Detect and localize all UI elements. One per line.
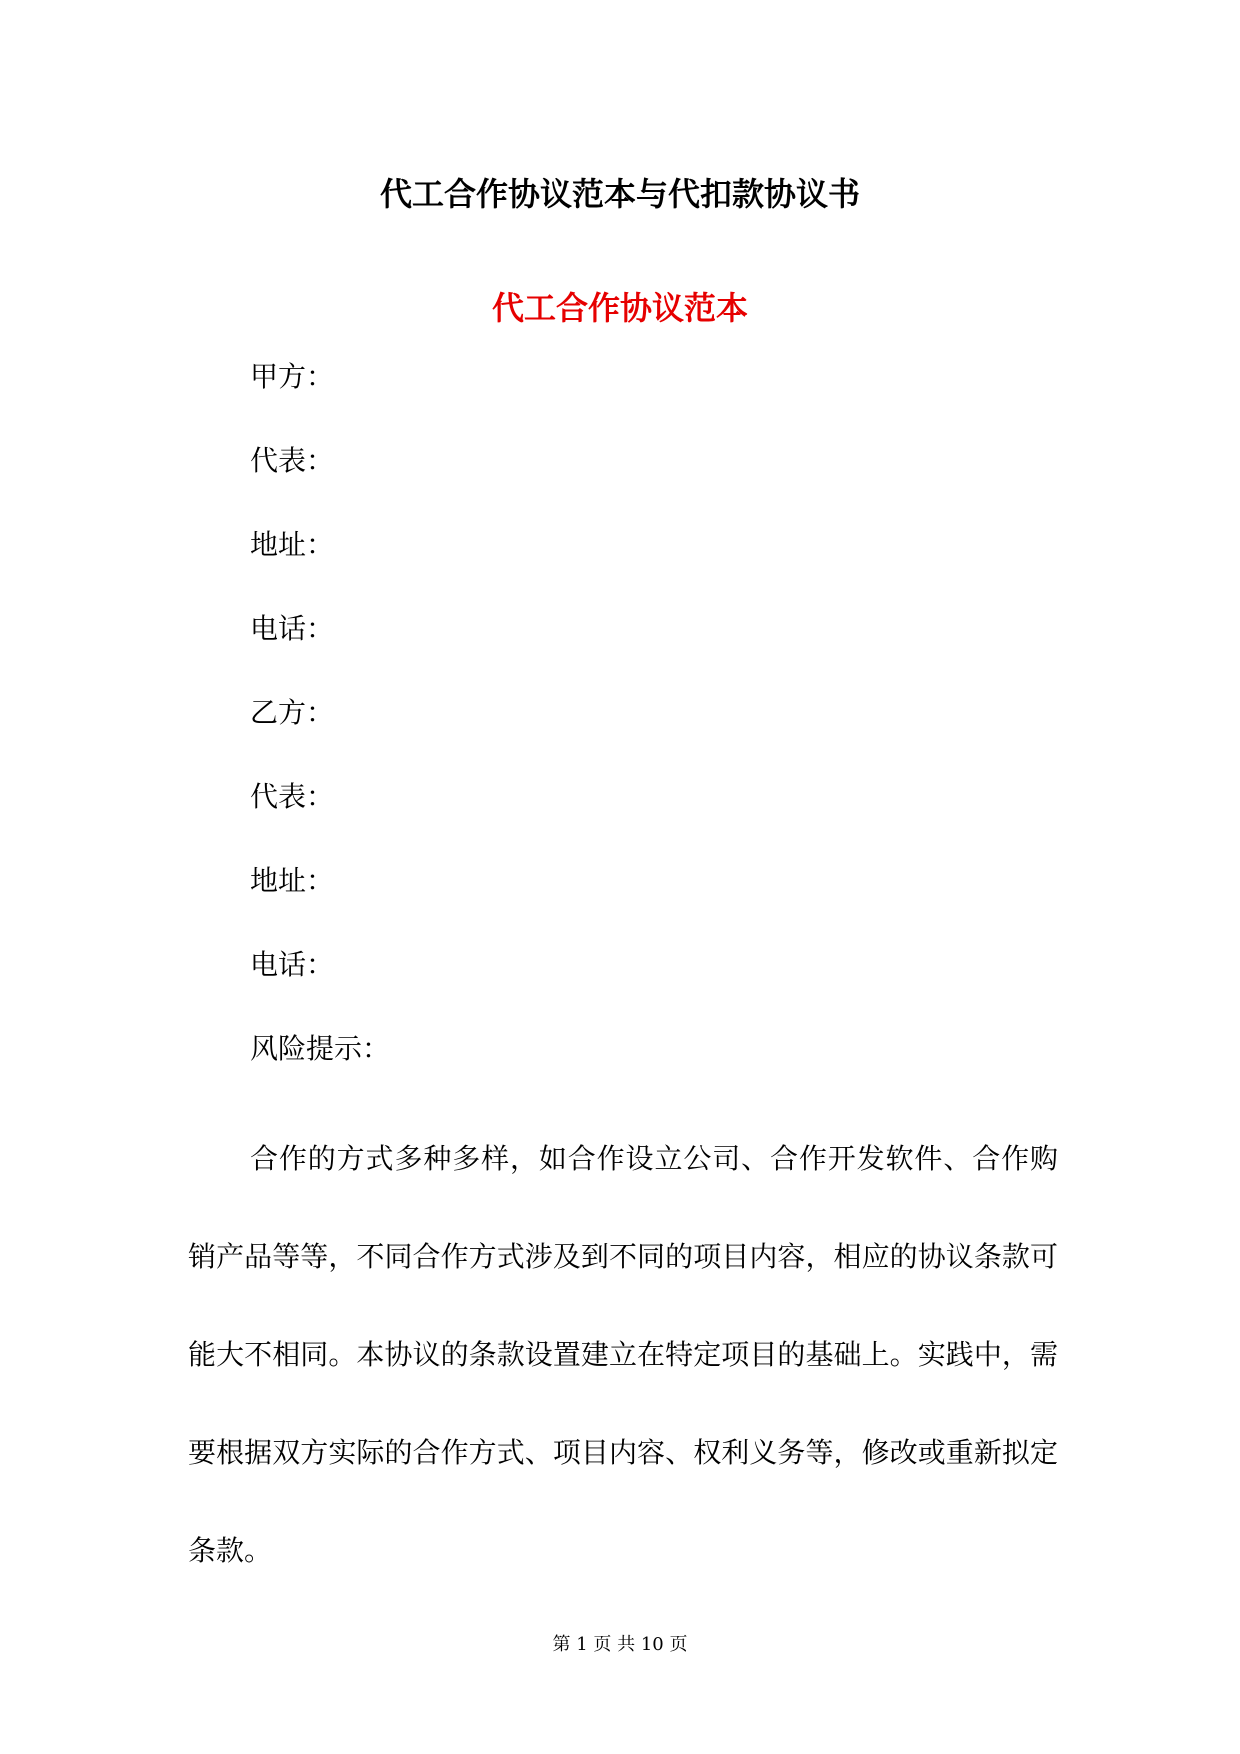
party-b-address-label: 地址： xyxy=(250,864,335,897)
risk-notice-paragraph: 合作的方式多种多样，如合作设立公司、合作开发软件、合作购销产品等等，不同合作方式涉及到不同的项目内容，相应的协议条款可能大不相同。本协议的条款设置建立在特定项目的基础上。实践中，需要根据双方实际的合作方式、项目内容、权利义务等，修改或重新拟定条款。 xyxy=(188,1142,1058,1567)
document-title: 代工合作协议范本与代扣款协议书 xyxy=(379,175,860,213)
party-b-representative-label: 代表： xyxy=(250,780,335,813)
party-a-label: 甲方： xyxy=(250,360,335,393)
party-b-phone-label: 电话： xyxy=(250,948,335,981)
risk-notice-label: 风险提示： xyxy=(250,1032,391,1065)
page-footer: 第 1 页 共 10 页 xyxy=(552,1634,688,1655)
party-a-address-label: 地址： xyxy=(250,528,335,561)
party-a-phone-label: 电话： xyxy=(250,612,335,645)
party-b-label: 乙方： xyxy=(250,696,335,729)
party-a-representative-label: 代表： xyxy=(250,444,335,477)
section-title: 代工合作协议范本 xyxy=(491,289,748,327)
